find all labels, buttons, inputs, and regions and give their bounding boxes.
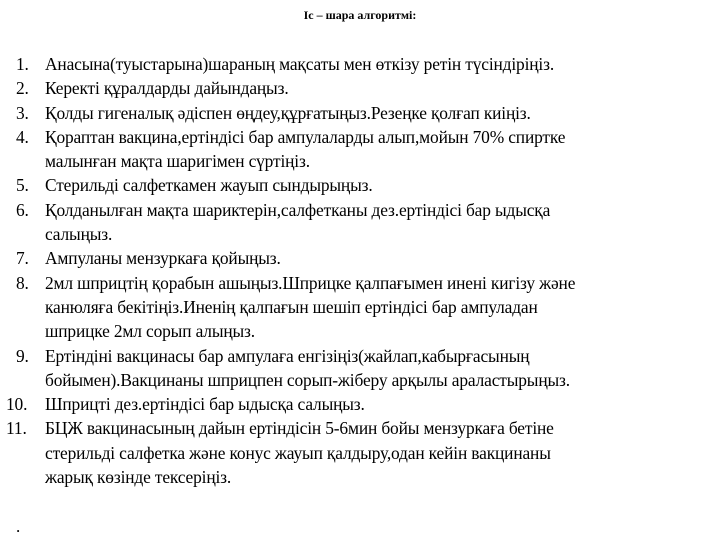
step-text: Қолды гигеналық әдіспен өңдеу,құрғатыңыз.Резеңке қолғап киіңіз.	[45, 102, 531, 123]
step-text-continued: бойымен).Вакцинаны шприцпен сорып-жіберу арқылы араластырыңыз.	[45, 369, 570, 390]
step-text: Ампуланы мензуркаға қойыңыз.	[45, 248, 281, 269]
step-number: 2.	[16, 78, 29, 99]
page-title: Іс – шара алгоритмі:	[303, 8, 417, 22]
step-number: 3.	[16, 102, 29, 123]
step-text-continued: стерильді салфетка және конус жауып қалдыру,одан кейін вакцинаны	[45, 442, 551, 463]
list-item	[0, 52, 690, 76]
step-text: Керекті құралдарды дайындаңыз.	[45, 78, 289, 99]
list-item	[0, 416, 690, 489]
trailing-mark: .	[16, 517, 21, 536]
list-item	[0, 344, 690, 393]
step-text: 2мл шприцтің қорабын ашыңыз.Шприцке қалпағымен инені кигізу және	[45, 272, 576, 293]
step-number: 5.	[16, 175, 29, 196]
step-text: Анасына(туыстарына)шараның мақсаты мен өткізу ретін түсіндіріңіз.	[45, 54, 555, 74]
step-number: 4.	[16, 126, 29, 147]
step-number: 9.	[16, 345, 29, 366]
step-number: 1.	[16, 54, 29, 74]
step-text: Қораптан вакцина,ертіндісі бар ампулаларды алып,мойын 70% спиртке	[45, 126, 566, 147]
step-text: Ертіндіні вакцинасы бар ампулаға енгізіңіз(жайлап,кабырғасының	[45, 345, 530, 366]
step-number: 7.	[16, 248, 29, 269]
list-item	[0, 101, 690, 125]
step-text: Қолданылған мақта шариктерін,салфетканы дез.ертіндісі бар ыдысқа	[45, 199, 551, 220]
list-item	[0, 76, 690, 100]
step-number: 8.	[16, 272, 29, 293]
step-number: 6.	[16, 199, 29, 220]
list-item	[0, 173, 690, 197]
steps-list	[0, 52, 690, 489]
list-item	[0, 271, 690, 344]
step-text: Шприцті дез.ертіндісі бар ыдысқа салыңыз.	[45, 394, 365, 415]
list-item	[0, 198, 690, 247]
step-text: Стерильді салфеткамен жауып сындырыңыз.	[45, 175, 373, 196]
list-item	[0, 246, 690, 270]
step-number: 11.	[6, 418, 27, 439]
step-text-continued: салыңыз.	[45, 224, 113, 245]
step-text-continued: малынған мақта шаригімен сүртіңіз.	[45, 151, 310, 172]
step-text-continued: жарық көзінде тексеріңіз.	[45, 467, 232, 488]
step-text-continued: канюляға бекітіңіз.Иненің қалпағын шешіп ертіндісі бар ампуладан	[45, 296, 538, 317]
step-text-continued: шприцке 2мл сорып алыңыз.	[45, 321, 255, 342]
step-text: БЦЖ вакцинасының дайын ертіндісін 5-6мин бойы мензуркаға бетіне	[45, 418, 554, 439]
step-number: 10.	[6, 394, 28, 415]
list-item	[0, 125, 690, 174]
list-item	[0, 392, 690, 416]
